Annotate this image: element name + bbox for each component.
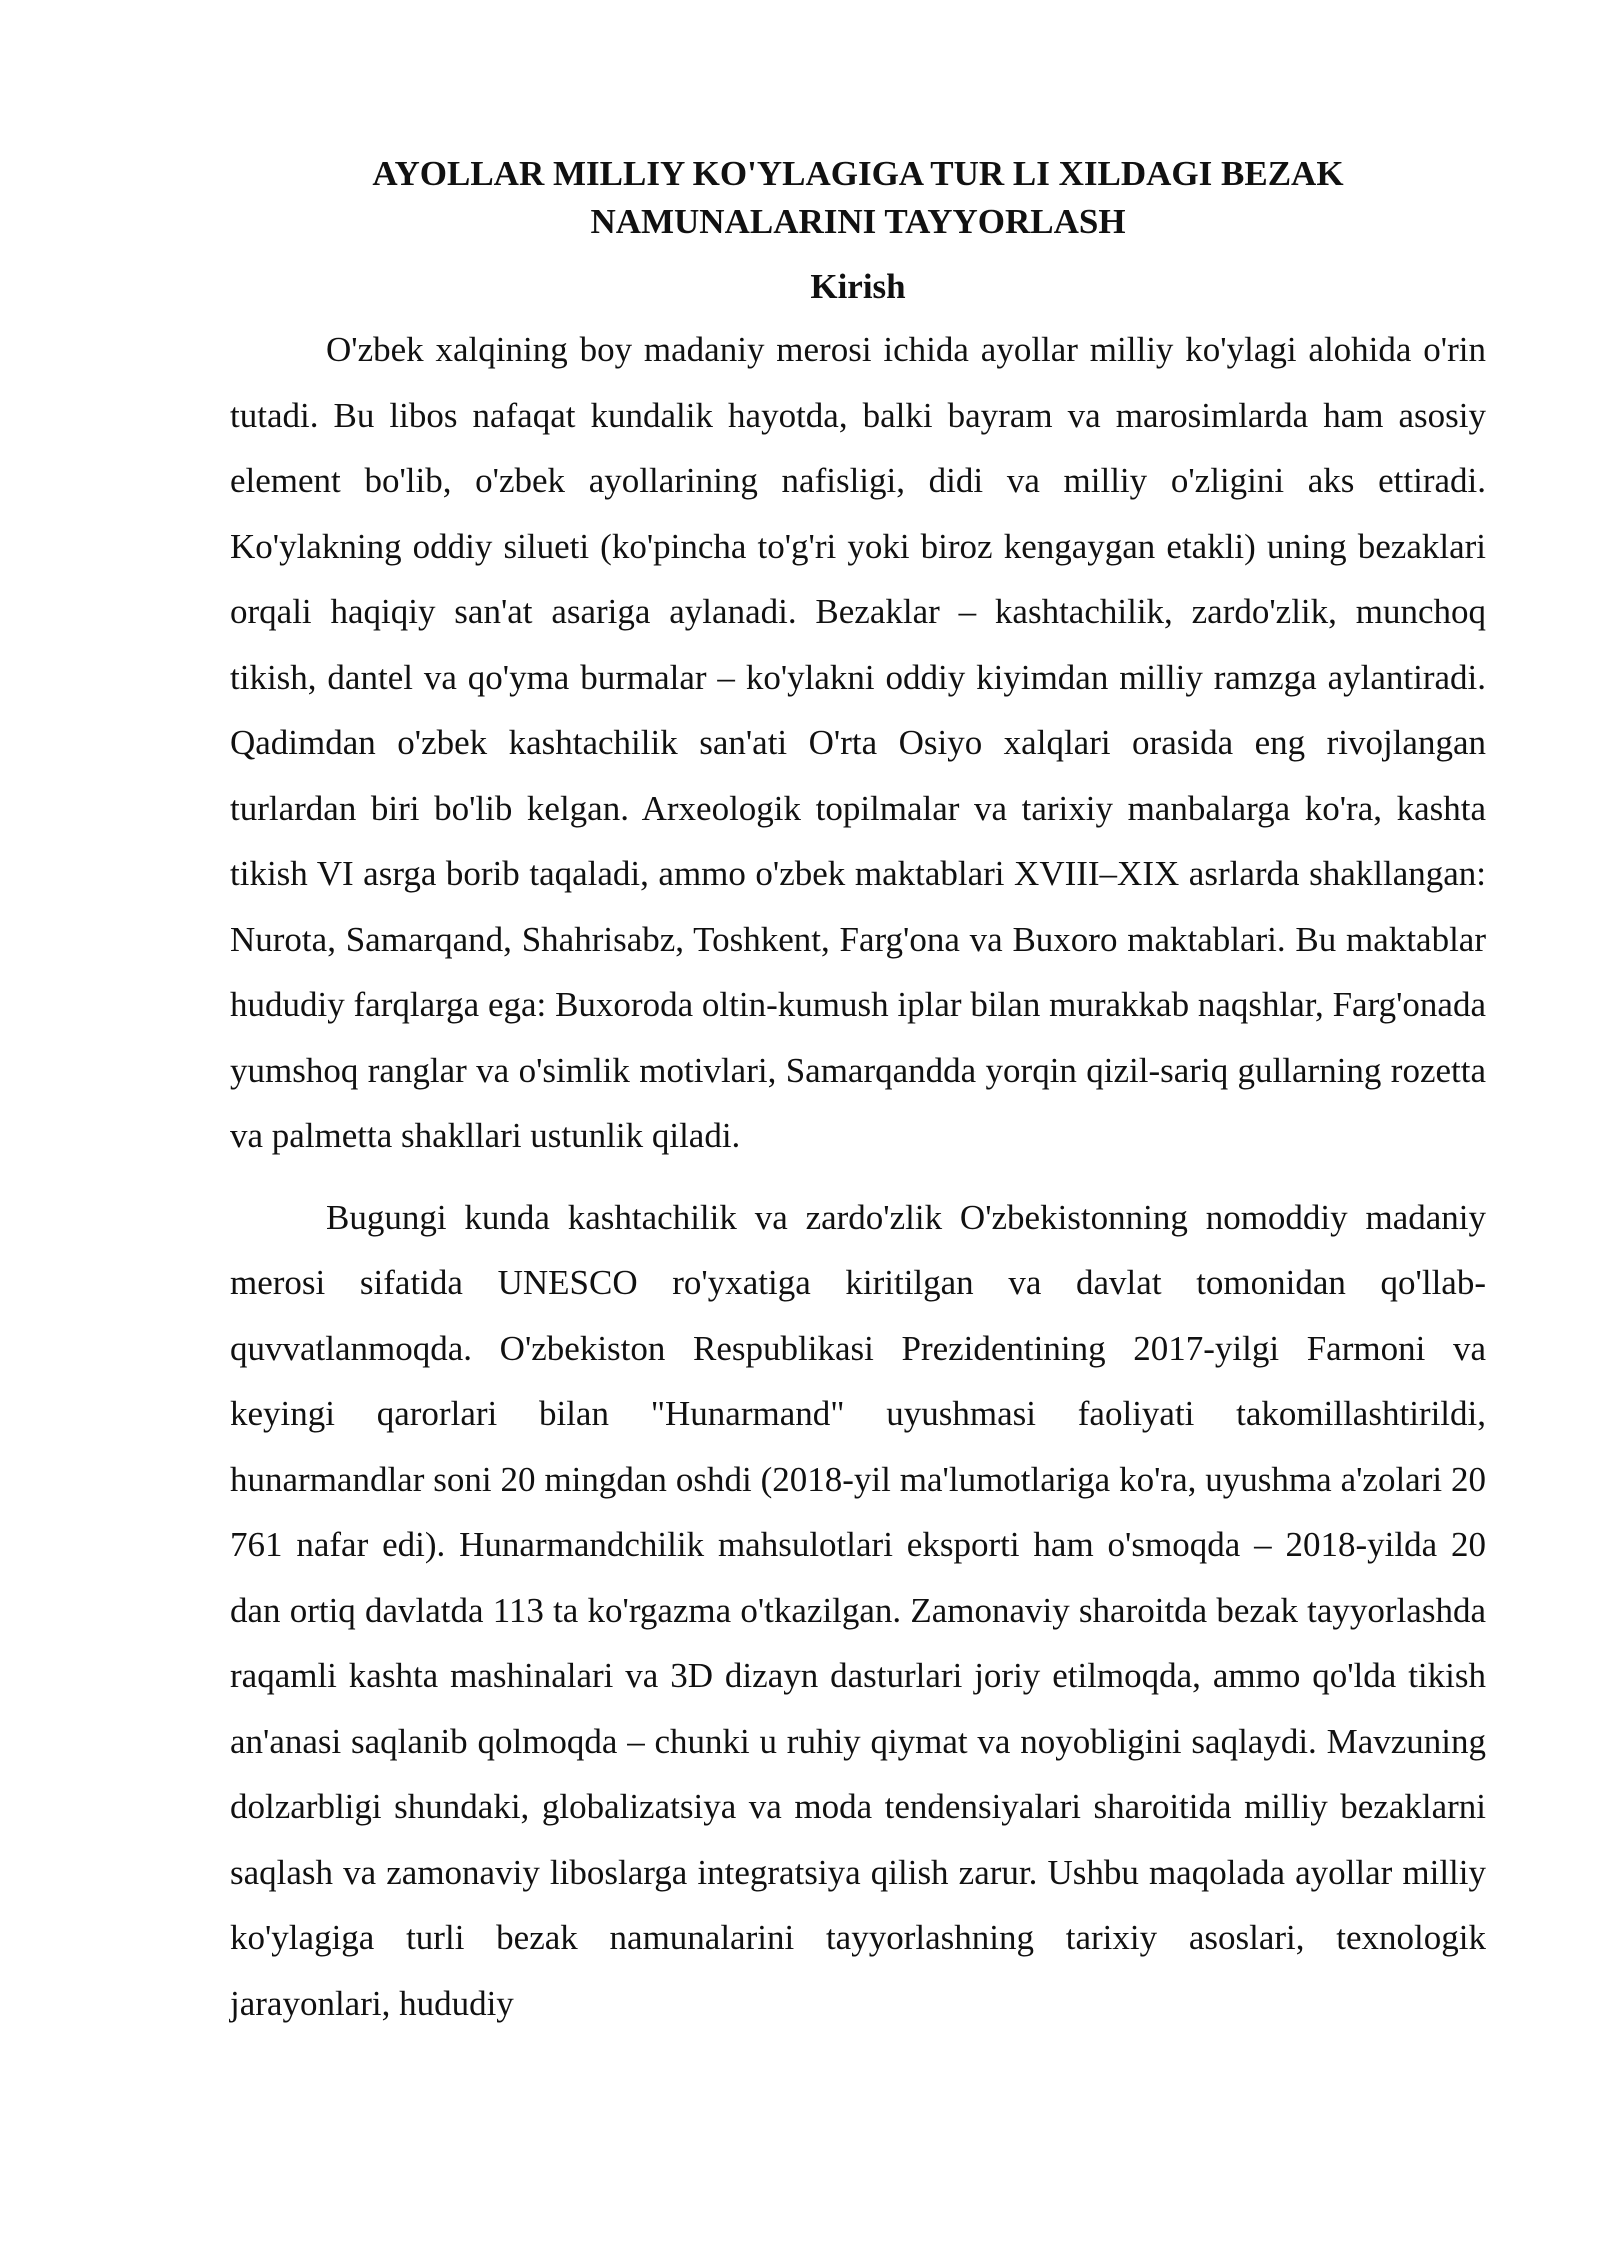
document-title (230, 150, 1486, 246)
section-heading: Kirish (810, 267, 906, 306)
paragraph-1: O'zbek xalqining boy madaniy merosi ichida ayollar milliy ko'ylagi alohida o'rin tutadi. Bu libos nafaqat kundalik hayotda, balki bayram va marosimlarda ham asosiy element bo'lib, o'zbek ayollarining nafisligi, didi va milliy o'zligini aks ettiradi. Ko'ylakning oddiy silueti (ko'pincha to'g'ri yoki biroz kengaygan etakli) uning bezaklari orqali haqiqiy san'at asariga aylanadi. Bezaklar – kashtachilik, zardo'zlik, munchoq tikish, dantel va qo'yma burmalar – ko'ylakni oddiy kiyimdan milliy ramzga aylantiradi. Qadimdan o'zbek kashtachilik san'ati O'rta Osiyo xalqlari orasida eng rivojlangan turlardan biri bo'lib kelgan. Arxeologik topilmalar va tarixiy manbalarga ko'ra, kashta tikish VI asrga borib taqaladi, ammo o'zbek maktablari XVIII–XIX asrlarda shakllangan: Nurota, Samarqand, Shahrisabz, Toshkent, Farg'ona va Buxoro maktablari. Bu maktablar hududiy farqlarga ega: Buxoroda oltin-kumush iplar bilan murakkab naqshlar, Farg'onada yumshoq ranglar va o'simlik motivlari, Samarqandda yorqin qizil-sariq gullarning rozetta va palmetta shakllari ustunlik qiladi. (230, 330, 1486, 1155)
document-title-line-2: NAMUNALARINI TAYYORLASH (590, 202, 1126, 241)
document-title-line-1: AYOLLAR MILLIY KO'YLAGIGA TUR LI XILDAGI BEZAK (372, 154, 1344, 193)
paragraph-2: Bugungi kunda kashtachilik va zardo'zlik O'zbekistonning nomoddiy madaniy merosi sifatida UNESCO ro'yxatiga kiritilgan va davlat tomonidan qo'llab-quvvatlanmoqda. O'zbekiston Respublikasi Prezidentining 2017-yilgi Farmoni va keyingi qarorlari bilan "Hunarmand" uyushmasi faoliyati takomillashtirildi, hunarmandlar soni 20 mingdan oshdi (2018-yil ma'lumotlariga ko'ra, uyushma a'zolari 20 761 nafar edi). Hunarmandchilik mahsulotlari eksporti ham o'smoqda – 2018-yilda 20 dan ortiq davlatda 113 ta ko'rgazma o'tkazilgan. Zamonaviy sharoitda bezak tayyorlashda raqamli kashta mashinalari va 3D dizayn dasturlari joriy etilmoqda, ammo qo'lda tikish an'anasi saqlanib qolmoqda – chunki u ruhiy qiymat va noyobligini saqlaydi. Mavzuning dolzarbligi shundaki, globalizatsiya va moda tendensiyalari sharoitida milliy bezaklarni saqlash va zamonaviy liboslarga integratsiya qilish zarur. Ushbu maqolada ayollar milliy ko'ylagiga turli bezak namunalarini tayyorlashning tarixiy asoslari, texnologik jarayonlari, hududiy (230, 1197, 1486, 2023)
document-content (230, 150, 1486, 2036)
